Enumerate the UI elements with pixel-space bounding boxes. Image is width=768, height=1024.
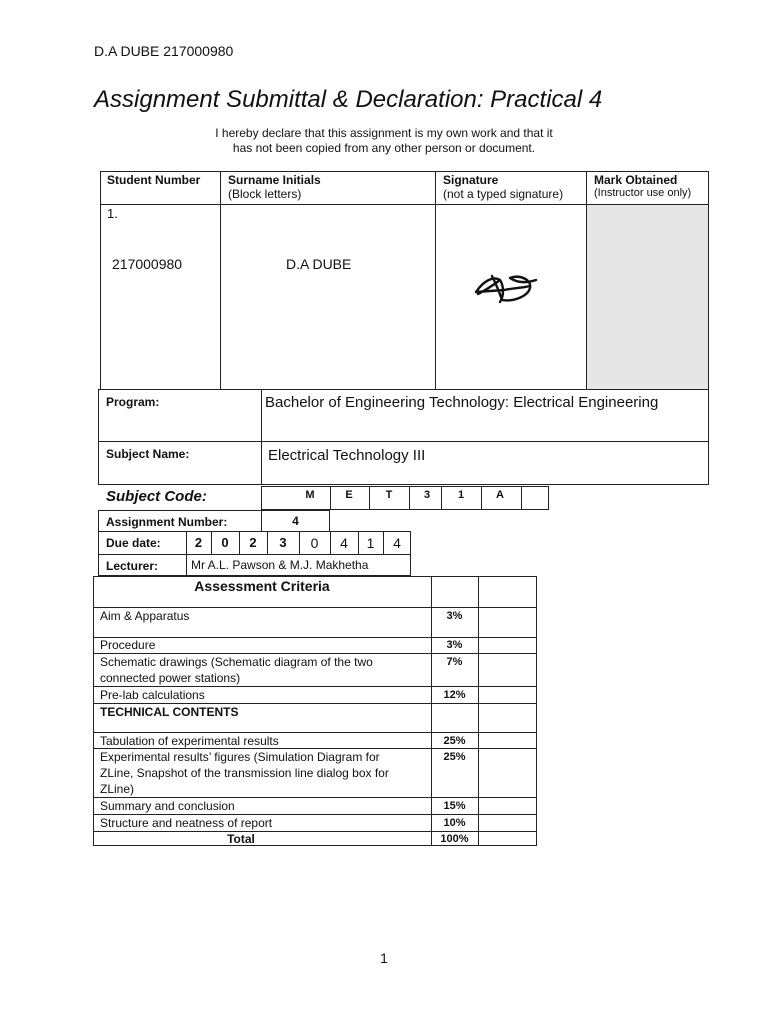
criteria-label-cont: connected power stations) (100, 671, 241, 685)
criteria-pct: 25% (443, 751, 466, 763)
header-mark-sub: (Instructor use only) (594, 187, 692, 199)
header-surname-sub: (Block letters) (228, 187, 302, 201)
criteria-total-label: Total (227, 832, 255, 846)
student-number-value: 217000980 (112, 256, 183, 272)
criteria-row-line (93, 797, 537, 798)
declaration-line-1: I hereby declare that this assignment is my own work and that it (215, 126, 553, 140)
col-divider-3 (586, 171, 587, 390)
surname-value: D.A DUBE (286, 256, 352, 272)
criteria-pct: 7% (446, 656, 463, 668)
criteria-title: Assessment Criteria (194, 578, 330, 594)
criteria-col-divider-2 (478, 576, 479, 846)
criteria-pct: 3% (446, 639, 463, 651)
criteria-row-line (93, 748, 537, 749)
subject-code-char: M (305, 489, 315, 501)
criteria-row-line (93, 653, 537, 654)
code-div-5 (481, 486, 482, 510)
program-col-divider (261, 389, 262, 485)
criteria-label: Procedure (100, 638, 156, 652)
criteria-total-pct: 100% (440, 833, 469, 845)
due-date-digit: 3 (279, 535, 287, 550)
declaration-line-2: has not been copied from any other person or document. (232, 141, 536, 155)
col-divider-1 (220, 171, 221, 390)
lecturer-divider (186, 554, 187, 576)
criteria-row-line (93, 637, 537, 638)
code-div-1 (330, 486, 331, 510)
lecturer-value: Mr A.L. Pawson & M.J. Makhetha (191, 558, 369, 572)
criteria-label: Aim & Apparatus (100, 609, 190, 623)
page-number: 1 (380, 950, 388, 966)
col-divider-2 (435, 171, 436, 390)
subject-code-char: 3 (423, 489, 431, 501)
criteria-pct: 25% (443, 735, 466, 747)
assignment-number-label: Assignment Number: (106, 515, 228, 529)
due-date-digit: 2 (249, 535, 257, 550)
criteria-row-line (93, 703, 537, 704)
header-id: D.A DUBE 217000980 (94, 43, 234, 59)
header-student-number: Student Number (107, 173, 201, 187)
program-divider (98, 441, 709, 442)
criteria-pct: 10% (443, 817, 466, 829)
due-date-digit: 4 (340, 535, 348, 551)
criteria-label-cont: ZLine, Snapshot of the transmission line dialog box for (100, 766, 389, 780)
criteria-row-line (93, 814, 537, 815)
code-div-3 (409, 486, 410, 510)
subject-name-value: Electrical Technology III (268, 447, 426, 464)
row-index: 1. (107, 206, 118, 221)
due-date-digit: 4 (393, 535, 401, 551)
student-table-header-divider (100, 204, 709, 205)
due-date-digit: 0 (310, 535, 319, 551)
criteria-pct: 3% (446, 610, 463, 622)
header-signature-sub: (not a typed signature) (443, 187, 564, 201)
subject-code-label: Subject Code: (106, 488, 207, 505)
criteria-section-label: TECHNICAL CONTENTS (100, 705, 239, 719)
header-signature: Signature (443, 173, 499, 187)
due-date-digit: 2 (194, 535, 203, 550)
criteria-row-line (93, 732, 537, 733)
criteria-label-cont: ZLine) (100, 782, 135, 796)
criteria-label: Structure and neatness of report (100, 816, 273, 830)
criteria-label: Tabulation of experimental results (100, 734, 279, 748)
assignment-number-value: 4 (292, 514, 299, 528)
criteria-pct: 15% (443, 800, 466, 812)
criteria-pct: 12% (443, 689, 466, 701)
subject-code-char: A (496, 489, 504, 501)
subject-name-label: Subject Name: (106, 447, 190, 461)
header-surname: Surname Initials (228, 173, 321, 187)
program-label: Program: (106, 395, 160, 409)
criteria-row-line (93, 686, 537, 687)
code-div-2 (369, 486, 370, 510)
handwritten-signature (470, 266, 545, 310)
due-date-label: Due date: (106, 536, 161, 550)
subject-code-char: T (385, 489, 393, 501)
header-mark: Mark Obtained (594, 173, 678, 187)
page-title: Assignment Submittal & Declaration: Practical 4 (94, 86, 603, 113)
lecturer-label: Lecturer: (106, 559, 159, 573)
criteria-row-line (93, 607, 537, 608)
criteria-label: Experimental results’ figures (Simulation Diagram for (100, 750, 380, 764)
program-value: Bachelor of Engineering Technology: Electrical Engineering (265, 394, 659, 411)
due-date-digit: 0 (221, 535, 229, 550)
due-date-digit: 1 (366, 535, 375, 551)
code-div-6 (521, 486, 522, 510)
criteria-label: Summary and conclusion (100, 799, 235, 813)
subject-code-char: 1 (457, 489, 465, 501)
subject-code-char: E (345, 489, 353, 501)
declaration (0, 126, 768, 156)
criteria-label: Schematic drawings (Schematic diagram of the two (100, 655, 373, 669)
criteria-label: Pre-lab calculations (100, 688, 205, 702)
